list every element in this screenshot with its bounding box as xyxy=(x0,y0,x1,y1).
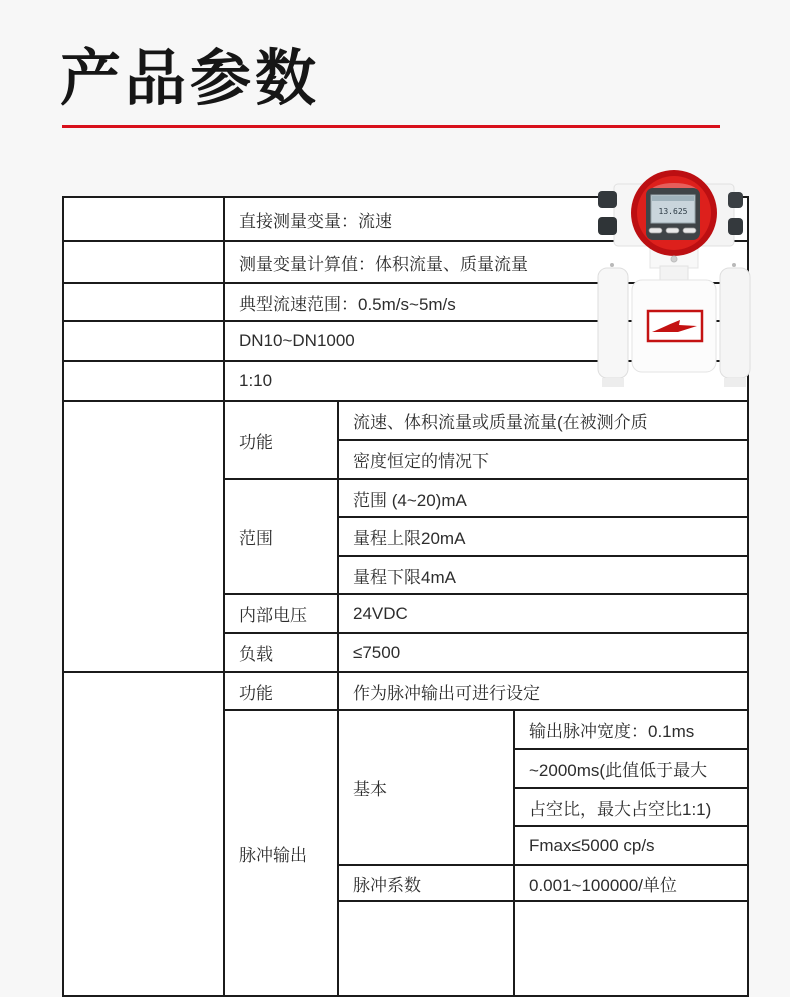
lcd-statusbar xyxy=(652,196,694,201)
cell-fmax: Fmax≤5000 cp/s xyxy=(514,826,748,865)
cell-load: ≤7500 xyxy=(338,633,748,672)
title-underline xyxy=(62,125,720,128)
flange-left xyxy=(598,268,628,378)
row-header-nominal-diameter: 公称口径 xyxy=(63,321,224,361)
cell-pulse-width: 输出脉冲宽度：0.1ms xyxy=(514,710,748,749)
cell-pulse-width-2: ~2000ms(此值低于最大 xyxy=(514,749,748,788)
panel-button xyxy=(683,228,696,233)
cell-velocity-range: 典型流速范围：0.5m/s~5m/s xyxy=(224,283,748,321)
row-header-velocity-range: 流速范围 xyxy=(63,283,224,321)
cell-current-range: 范围 (4~20)mA xyxy=(338,479,748,517)
subrow-header-internal-voltage: 内部电压 xyxy=(224,594,338,633)
row-header-turndown-ratio: 量程比 xyxy=(63,361,224,401)
cell-pulse-function: 作为脉冲输出可进行设定 xyxy=(338,672,748,710)
cell-duty-cycle: 占空比，最大占空比1:1) xyxy=(514,788,748,826)
cell-internal-voltage: 24VDC xyxy=(338,594,748,633)
cell-direct-variable: 直接测量变量：流速 xyxy=(224,197,748,241)
pipe-stub-right xyxy=(724,378,746,387)
cell-cutoff-1 xyxy=(338,901,514,996)
cell-current-function-2: 密度恒定的情况下 xyxy=(338,440,748,479)
cell-range-upper-limit: 量程上限20mA xyxy=(338,517,748,556)
subrow-header-function: 功能 xyxy=(224,401,338,479)
cell-calculated-variable: 测量变量计算值：体积流量、质量流量 xyxy=(224,241,748,283)
cell-cutoff-2 xyxy=(514,901,748,996)
cable-gland-icon xyxy=(728,192,743,208)
subrow-header-basic: 基本 xyxy=(338,710,514,865)
table-row xyxy=(63,672,748,710)
page-title: 产品参数 xyxy=(60,44,321,112)
row-header-pulse-output: 脉冲输出 xyxy=(63,672,224,996)
cell-nominal-diameter: DN10~DN1000 xyxy=(224,321,748,361)
table-row xyxy=(63,401,748,440)
cable-gland-icon xyxy=(728,218,743,235)
row-header-spacer xyxy=(63,241,224,283)
pipe-stub-left xyxy=(602,378,624,387)
subrow-header-pulse-function: 功能 xyxy=(224,672,338,710)
subrow-header-range: 范围 xyxy=(224,479,338,594)
subrow-header-load: 负载 xyxy=(224,633,338,672)
lcd-value: 13.625 xyxy=(658,207,688,216)
cell-turndown-ratio: 1:10 xyxy=(224,361,748,401)
flange-right xyxy=(720,268,750,378)
cell-current-function-1: 流速、体积流量或质量流量(在被测介质 xyxy=(338,401,748,440)
flange-bolt xyxy=(732,263,736,267)
cell-pulse-factor: 0.001~100000/单位 xyxy=(514,865,748,901)
flange-bolt xyxy=(610,263,614,267)
cable-gland-icon xyxy=(598,217,617,235)
subrow-header-pulse-output: 脉冲输出 xyxy=(224,710,338,996)
cell-range-lower-limit: 量程下限4mA xyxy=(338,556,748,594)
row-header-measured-variable: 测量变量 xyxy=(63,197,224,241)
meter-screw xyxy=(671,256,677,262)
subrow-header-pulse-factor: 脉冲系数 xyxy=(338,865,514,901)
product-image xyxy=(590,164,755,389)
panel-button xyxy=(649,228,662,233)
panel-button xyxy=(666,228,679,233)
row-header-current-output: 电流输出 xyxy=(63,401,224,672)
cable-gland-icon xyxy=(598,191,617,208)
